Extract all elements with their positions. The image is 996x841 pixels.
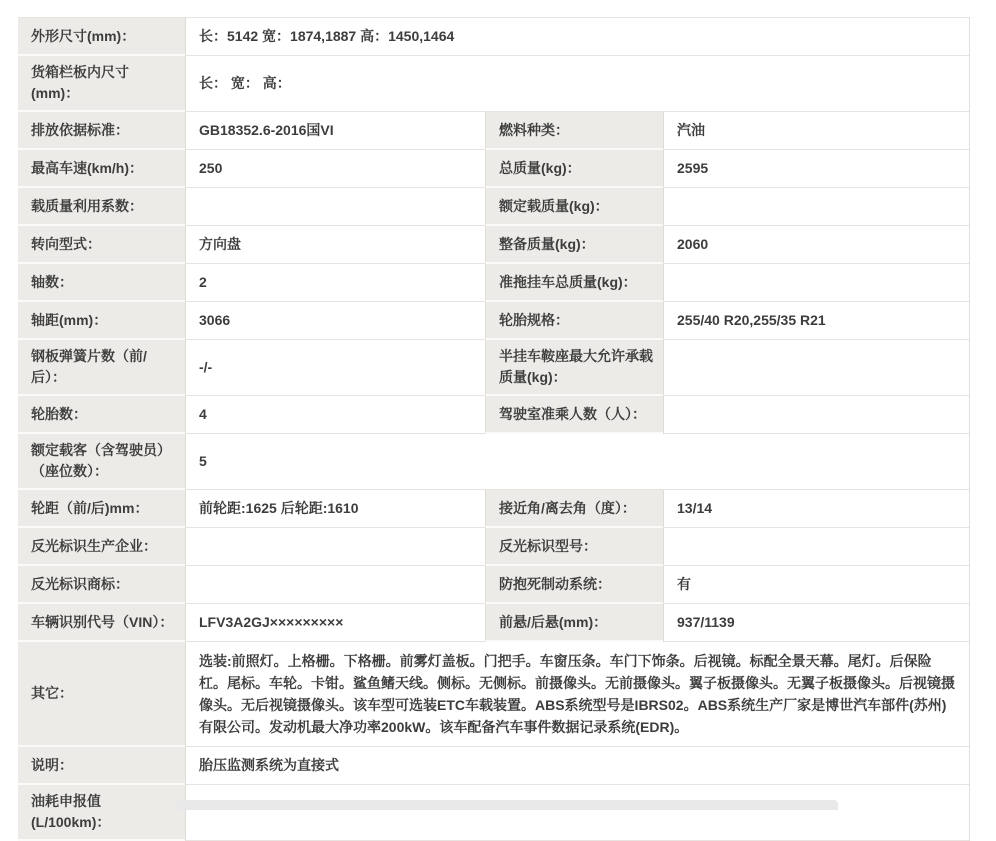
table-row [18,604,969,642]
spec-label: 说明： [18,747,185,785]
spec-value: 选装:前照灯。上格栅。下格栅。前雾灯盖板。门把手。车窗压条。车门下饰条。后视镜。标配全景天幕。尾灯。后保险杠。尾标。车轮。卡钳。鲨鱼鳍天线。侧标。无侧标。前摄像头。无前摄像头。翼子板摄像头。无翼子板摄像头。后视镜摄像头。无后视镜摄像头。该车型可选装ETC车载装置。ABS系统型号是IBRS02。ABS系统生产厂家是博世汽车部件(苏州)有限公司。发动机最大净功率200kW。该车配备汽车事件数据记录系统(EDR)。 [185,642,969,747]
spec-label: 额定载客（含驾驶员）（座位数）： [18,434,185,490]
spec-value: 255/40 R20,255/35 R21 [663,302,969,340]
spec-value: 2 [185,264,485,302]
spec-label: 轮胎规格： [485,302,663,340]
table-row [18,56,969,112]
table-row [18,396,969,434]
spec-value: GB18352.6-2016国VI [185,112,485,150]
table-row [18,747,969,785]
spec-value [185,785,969,841]
spec-value [663,264,969,302]
spec-label: 转向型式： [18,226,185,264]
spec-value [663,340,969,396]
spec-value [185,188,485,226]
spec-label: 最高车速(km/h)： [18,150,185,188]
spec-label: 准拖挂车总质量(kg)： [485,264,663,302]
spec-value: 胎压监测系统为直接式 [185,747,969,785]
table-row [18,302,969,340]
table-row [18,18,969,56]
spec-label: 轮胎数： [18,396,185,434]
spec-label: 轮距（前/后)mm： [18,490,185,528]
spec-value [663,188,969,226]
spec-label: 反光标识生产企业： [18,528,185,566]
spec-value: 5 [185,434,969,490]
horizontal-scrollbar-thumb[interactable] [176,800,838,810]
spec-value: 13/14 [663,490,969,528]
spec-label: 总质量(kg)： [485,150,663,188]
spec-label: 货箱栏板内尺寸(mm)： [18,56,185,112]
spec-value: 3066 [185,302,485,340]
table-row [18,642,969,747]
spec-value [185,528,485,566]
spec-value: 2060 [663,226,969,264]
spec-value: 2595 [663,150,969,188]
spec-value: 有 [663,566,969,604]
spec-value: 方向盘 [185,226,485,264]
table-row [18,112,969,150]
table-row [18,340,969,396]
spec-label: 整备质量(kg)： [485,226,663,264]
spec-value: 长：5142 宽：1874,1887 高：1450,1464 [185,18,969,56]
spec-label: 反光标识型号： [485,528,663,566]
table-row [18,490,969,528]
spec-value: LFV3A2GJ××××××××× [185,604,485,642]
spec-label: 载质量利用系数： [18,188,185,226]
spec-label: 防抱死制动系统： [485,566,663,604]
table-row [18,150,969,188]
spec-value: 前轮距:1625 后轮距:1610 [185,490,485,528]
spec-value: 汽油 [663,112,969,150]
spec-value [663,528,969,566]
spec-label: 燃料种类： [485,112,663,150]
table-row [18,434,969,490]
table-row [18,785,969,841]
table-row [18,264,969,302]
spec-value: 250 [185,150,485,188]
spec-value: -/- [185,340,485,396]
spec-label: 反光标识商标： [18,566,185,604]
spec-label: 前悬/后悬(mm)： [485,604,663,642]
spec-label: 半挂车鞍座最大允许承载质量(kg)： [485,340,663,396]
spec-label: 轴距(mm)： [18,302,185,340]
spec-value [663,396,969,434]
table-row [18,528,969,566]
spec-label: 钢板弹簧片数（前/后）： [18,340,185,396]
spec-label: 外形尺寸(mm)： [18,18,185,56]
spec-label: 车辆识别代号（VIN）： [18,604,185,642]
table-row [18,226,969,264]
spec-value [185,566,485,604]
spec-value: 4 [185,396,485,434]
spec-value: 937/1139 [663,604,969,642]
spec-label: 排放依据标准： [18,112,185,150]
vehicle-spec-table [18,17,970,841]
spec-label: 额定载质量(kg)： [485,188,663,226]
spec-label: 接近角/离去角（度）： [485,490,663,528]
spec-label: 轴数： [18,264,185,302]
table-row [18,188,969,226]
spec-label: 驾驶室准乘人数（人）： [485,396,663,434]
table-row [18,566,969,604]
spec-label: 油耗申报值(L/100km)： [18,785,185,841]
spec-label: 其它： [18,642,185,747]
spec-value: 长： 宽： 高： [185,56,969,112]
